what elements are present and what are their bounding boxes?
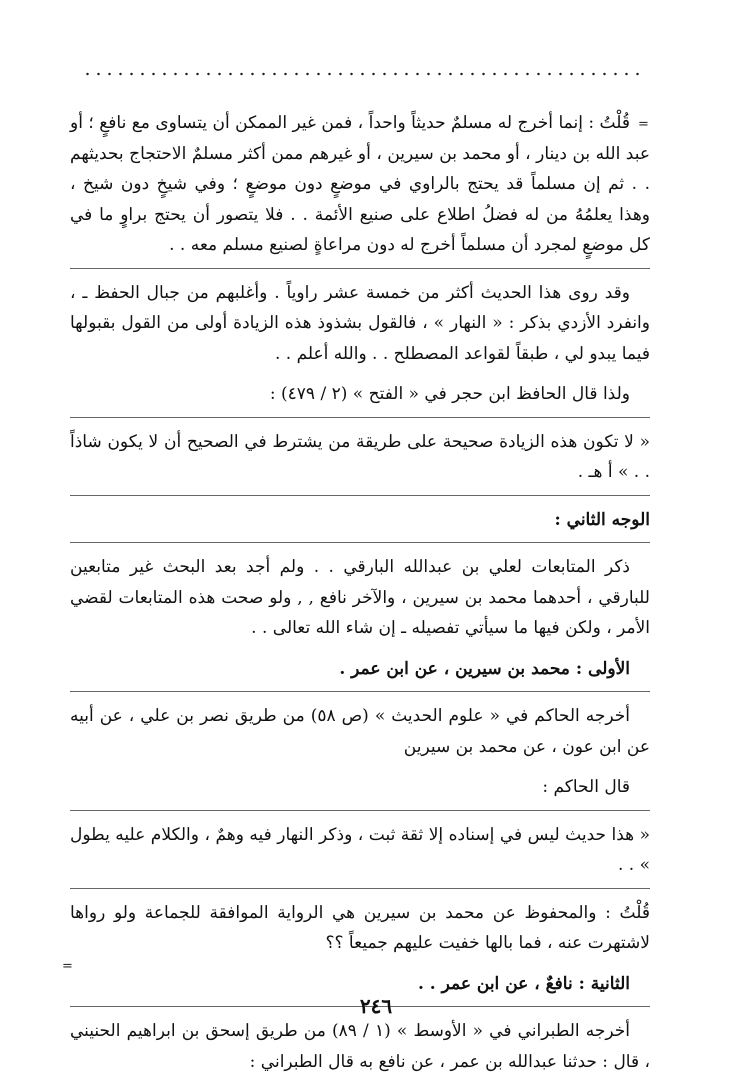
page-number: ٢٤٦ [359,994,393,1018]
paragraph-ibn-hajar: ولذا قال الحافظ ابن حجر في « الفتح » (٢ / ٤٧٩) : [269,384,630,404]
subheading-first: الأولى : محمد بن سيرين ، عن ابن عمر . [339,658,630,679]
margin-mark-bottom: = [62,959,73,974]
paragraph-divider [70,691,650,692]
paragraph-mutabaat: ذكر المتابعات لعلي بن عبدالله البارقي . . ولم أجد بعد البحث غير متابعين للبارقي ، أحدهما محمد بن سيرين ، والآخر نافع , , ولو صحت هذه المتابعات لقضي الأمر ، ولكن فيها ما سيأتي تفصيله ـ إن شاء الله تعالى . . [70,557,650,638]
dotted-separator [82,70,640,78]
paragraph-qultu-1: قُلْتُ : إنما أخرج له مسلمٌ حديثاً واحداً ، فمن غير الممكن أن يتساوى مع نافعٍ ؛ أو عبد الله بن دينار ، أو محمد بن سيرين ، أو غيرهم ممن أكثر مسلمٌ الاحتجاج بحديثهم . . ثم إن مسلماً قد يحتج بالراوي في موضعٍ دون موضعٍ ؛ وفي شيخٍ دون شيخ ، وهذا يعلمُهُ من له فضلُ اطلاع على صنيع الأئمة . . فلا يتصور أن يحتج براوٍ ما في كل موضعٍ لمجرد أن مسلماً أخرج له دون مراعاةٍ لصنيع مسلم معه . . [70,113,650,255]
paragraph-divider [70,417,650,418]
paragraph-tabarani: أخرجه الطبراني في « الأوسط » (١ / ٨٩) من طريق إسحق بن ابراهيم الحنيني ، قال : حدثنا عبدالله بن عمر ، عن نافع به قال الطبراني : [70,1021,650,1072]
paragraph-divider [70,810,650,811]
quote-hakim: « هذا حديث ليس في إسناده إلا ثقة ثبت ، وذكر النهار فيه وهمٌ ، والكلام عليه يطول » . . [70,824,650,875]
body-text [70,108,650,1077]
paragraph-divider [70,495,650,496]
paragraph-qala-alhakim: قال الحاكم : [542,777,630,797]
paragraph-qultu-2: قُلْتُ : والمحفوظ عن محمد بن سيرين هي الرواية الموافقة للجماعة ولو رواها لاشتهرت عنه ، فما بالها خفيت عليهم جميعاً ؟؟ [70,902,650,953]
subheading-second: الثانية : نافعٌ ، عن ابن عمر . . [417,973,630,994]
margin-mark-top: = [638,117,649,132]
paragraph-hakim-takhrij: أخرجه الحاكم في « علوم الحديث » (ص ٥٨) من طريق نصر بن علي ، عن أبيه عن ابن عون ، عن محمد بن سيرين [70,706,650,757]
paragraph-divider [70,268,650,269]
paragraph-riwaya: وقد روى هذا الحديث أكثر من خمسة عشر راوياً . وأغلبهم من جبال الحفظ ـ ، وانفرد الأزدي بذكر : « النهار » ، فالقول بشذوذ هذه الزيادة أولى من القول بقبولها فيما يبدو لي ، طبقاً لقواعد المصطلح . . والله أعلم . . [70,282,650,364]
section-heading-second-aspect: الوجه الثاني : [554,509,650,530]
quote-fath: « لا تكون هذه الزيادة صحيحة على طريقة من يشترط في الصحيح أن لا يكون شاذاً . . » أ هـ . [70,431,650,482]
paragraph-divider [70,888,650,889]
paragraph-divider [70,542,650,543]
